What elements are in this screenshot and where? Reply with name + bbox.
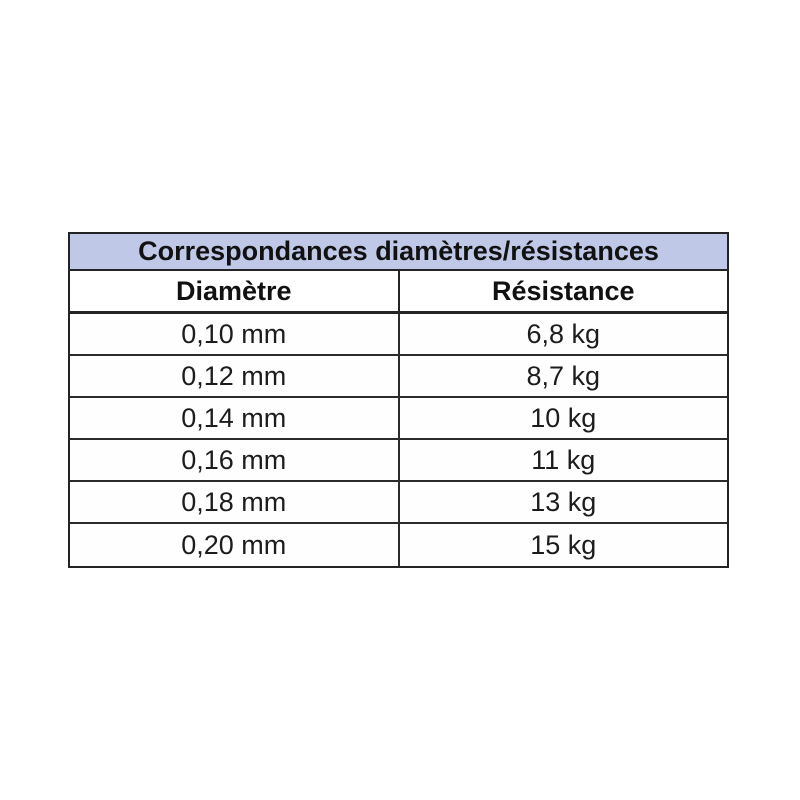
table-row — [70, 314, 727, 356]
diameter-cell: 0,14 mm — [70, 398, 400, 438]
resistance-cell: 13 kg — [530, 486, 597, 517]
table-row — [70, 356, 727, 398]
column-header-resistance: Résistance — [491, 275, 635, 306]
diameter-resistance-table — [68, 232, 729, 568]
resistance-cell: 15 kg — [530, 529, 597, 560]
diameter-cell: 0,10 mm — [70, 314, 400, 354]
table-row — [70, 524, 727, 566]
diameter-cell: 0,18 mm — [70, 482, 400, 522]
resistance-cell: 6,8 kg — [526, 318, 601, 349]
diameter-cell: 0,12 mm — [70, 356, 400, 396]
table-row — [70, 482, 727, 524]
diameter-cell: 0,20 mm — [70, 524, 400, 566]
table-header-row — [70, 271, 727, 314]
resistance-cell: 11 kg — [531, 444, 596, 475]
table-row — [70, 398, 727, 440]
resistance-cell: 10 kg — [530, 402, 597, 433]
column-header-diametre: Diamètre — [70, 271, 400, 311]
table-title: Correspondances diamètres/résistances — [70, 234, 727, 271]
diameter-cell: 0,16 mm — [70, 440, 400, 480]
table-row — [70, 440, 727, 482]
resistance-cell: 8,7 kg — [526, 360, 601, 391]
